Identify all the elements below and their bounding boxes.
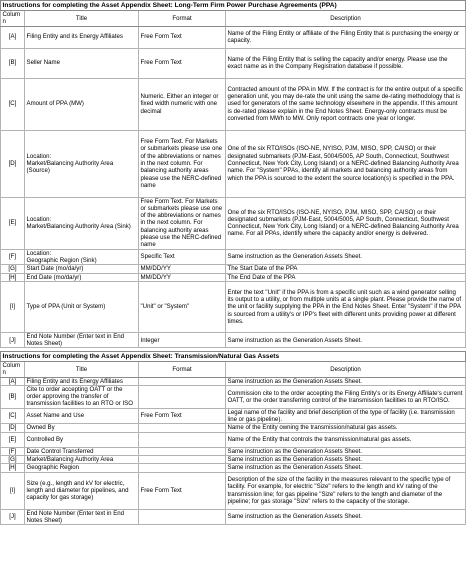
row-column-id: [D] bbox=[1, 424, 25, 432]
table-row bbox=[1, 265, 466, 273]
row-description: Same instruction as the Generation Assets Sheet. bbox=[226, 249, 466, 265]
row-column-id: [J] bbox=[1, 509, 25, 525]
row-column-id: [B] bbox=[1, 48, 25, 78]
row-description: Same instruction as the Generation Assets Sheet. bbox=[226, 455, 466, 463]
row-title: Location: Geographic Region (Sink) bbox=[25, 249, 139, 265]
row-column-id: [D] bbox=[1, 130, 25, 197]
row-title: Location: Market/Balancing Authority Area (Source) bbox=[25, 130, 139, 197]
row-description: Description of the size of the facility in the measures relevant to the specific type of facility. For example, for electric "Size" refers to the length and kV rating of the transmission line; for gas pipeline "Size" refers to the length and diameter of the pipeline; for gas storage "Size" refers to the capacity of the storage. bbox=[226, 472, 466, 509]
table-row bbox=[1, 509, 466, 525]
format-header: Format bbox=[139, 11, 226, 27]
row-column-id: [I] bbox=[1, 281, 25, 332]
row-description: Same instruction as the Generation Assets Sheet. bbox=[226, 464, 466, 472]
row-description: Name of the Filing Entity that is selling the capacity and/or energy. Please use the exact name as in the Company Registration database if possible. bbox=[226, 48, 466, 78]
row-title: Geographic Region bbox=[25, 464, 139, 472]
row-format: Free Form Text bbox=[139, 48, 226, 78]
table-row bbox=[1, 26, 466, 48]
row-description: Name of the Entity that controls the transmission/natural gas assets. bbox=[226, 432, 466, 447]
table-row bbox=[1, 273, 466, 281]
table-row bbox=[1, 408, 466, 424]
row-format: Numeric. Either an integer or fixed width numeric with one decimal bbox=[139, 78, 226, 130]
row-format bbox=[139, 455, 226, 463]
table-row bbox=[1, 332, 466, 348]
row-column-id: [C] bbox=[1, 78, 25, 130]
row-title: Start Date (mo/da/yr) bbox=[25, 265, 139, 273]
row-description: Name of the Filing Entity or affiliate of the Filing Entity that is purchasing the energy or capacity. bbox=[226, 26, 466, 48]
row-column-id: [G] bbox=[1, 265, 25, 273]
row-format: "Unit" or "System" bbox=[139, 281, 226, 332]
description-header: Description bbox=[226, 362, 466, 378]
row-description: The End Date of the PPA bbox=[226, 273, 466, 281]
table-row bbox=[1, 249, 466, 265]
row-title: Location: Market/Balancing Authority Area (Sink) bbox=[25, 197, 139, 249]
row-column-id: [I] bbox=[1, 472, 25, 509]
table-row bbox=[1, 447, 466, 455]
row-description: Contracted amount of the PPA in MW. If the contract is for the entire output of a specific generation unit, you may de-rate the unit using the same de-rating methodology that is used for generators of the same technology elsewhere in the appendix. If this amount is de-rated please explain in the End Notes Sheet. Energy-only contracts must be converted from MWh to MW. Only report contracts one year or longer. bbox=[226, 78, 466, 130]
ppa-table-title: Instructions for completing the Asset Appendix Sheet: Long-Term Firm Power Purchase Agreements (PPA) bbox=[1, 1, 466, 11]
row-description: The Start Date of the PPA bbox=[226, 265, 466, 273]
row-format: MM/DD/YY bbox=[139, 265, 226, 273]
row-format: Integer bbox=[139, 332, 226, 348]
table-row bbox=[1, 377, 466, 385]
row-column-id: [H] bbox=[1, 273, 25, 281]
transmission-table-title: Instructions for completing the Asset Appendix Sheet: Transmission/Natural Gas Assets bbox=[1, 352, 466, 362]
table-row bbox=[1, 130, 466, 197]
row-description: Same instruction as the Generation Assets Sheet. bbox=[226, 447, 466, 455]
row-title: Cite to order accepting OATT or the order approving the transfer of transmission facilities to an RTO or ISO bbox=[25, 385, 139, 408]
row-title: Controlled By bbox=[25, 432, 139, 447]
row-description: Enter the text "Unit" if the PPA is from a specific unit such as a wind generator selling its output to a utility, or from multiple units at a single plant. Please provide the name of the unit or facility supplying the PPA in the End Notes Sheet. Enter "System" if the PPA is sourced from a utility's or IPP's fleet with different units providing power at different times. bbox=[226, 281, 466, 332]
row-description: Same instruction as the Generation Assets Sheet. bbox=[226, 332, 466, 348]
row-title: Filing Entity and its Energy Affiliates bbox=[25, 377, 139, 385]
row-format: Free Form Text bbox=[139, 26, 226, 48]
row-description: Legal name of the facility and brief description of the type of facility (i.e. transmission line or gas pipeline). bbox=[226, 408, 466, 424]
title-header: Title bbox=[25, 11, 139, 27]
row-column-id: [E] bbox=[1, 432, 25, 447]
column-header: Column bbox=[1, 11, 25, 27]
row-format: Free Form Text bbox=[139, 408, 226, 424]
row-title: End Date (mo/da/yr) bbox=[25, 273, 139, 281]
table-row bbox=[1, 385, 466, 408]
row-title: Size (e.g., length and kV for electric, length and diameter for pipelines, and capacity for gas storage) bbox=[25, 472, 139, 509]
row-format: Free Form Text bbox=[139, 472, 226, 509]
column-header: Column bbox=[1, 362, 25, 378]
row-format bbox=[139, 432, 226, 447]
row-title: Owned By bbox=[25, 424, 139, 432]
row-format bbox=[139, 447, 226, 455]
row-format: MM/DD/YY bbox=[139, 273, 226, 281]
table-row bbox=[1, 281, 466, 332]
description-header: Description bbox=[226, 11, 466, 27]
row-column-id: [J] bbox=[1, 332, 25, 348]
row-description: Commission cite to the order accepting the Filing Entity's or its Energy Affiliate's current OATT, or the order transferring control of the transmission facilities to an RTO/ISO. bbox=[226, 385, 466, 408]
row-format: Free Form Text. For Markets or submarkets please use one of the abbreviations or names in the next column. For balancing authority areas please use the NERC-defined name bbox=[139, 197, 226, 249]
row-column-id: [A] bbox=[1, 26, 25, 48]
row-title: Market/Balancing Authority Area bbox=[25, 455, 139, 463]
row-column-id: [A] bbox=[1, 377, 25, 385]
transmission-instructions-table bbox=[0, 351, 466, 525]
row-column-id: [G] bbox=[1, 455, 25, 463]
row-title: Date Control Transferred bbox=[25, 447, 139, 455]
row-column-id: [F] bbox=[1, 447, 25, 455]
row-title: End Note Number (Enter text in End Notes Sheet) bbox=[25, 509, 139, 525]
row-title: Filing Entity and its Energy Affiliates bbox=[25, 26, 139, 48]
row-column-id: [B] bbox=[1, 385, 25, 408]
row-description: Same instruction as the Generation Assets Sheet. bbox=[226, 377, 466, 385]
table-row bbox=[1, 424, 466, 432]
row-title: End Note Number (Enter text in End Notes Sheet) bbox=[25, 332, 139, 348]
row-format bbox=[139, 424, 226, 432]
row-format bbox=[139, 377, 226, 385]
format-header: Format bbox=[139, 362, 226, 378]
row-description: Name of the Entity owning the transmission/natural gas assets. bbox=[226, 424, 466, 432]
row-column-id: [E] bbox=[1, 197, 25, 249]
table-row bbox=[1, 197, 466, 249]
row-column-id: [C] bbox=[1, 408, 25, 424]
table-row bbox=[1, 472, 466, 509]
row-description: Same instruction as the Generation Assets Sheet. bbox=[226, 509, 466, 525]
row-title: Type of PPA (Unit or System) bbox=[25, 281, 139, 332]
row-title: Asset Name and Use bbox=[25, 408, 139, 424]
row-format bbox=[139, 509, 226, 525]
table-row bbox=[1, 48, 466, 78]
row-title: Amount of PPA (MW) bbox=[25, 78, 139, 130]
row-column-id: [F] bbox=[1, 249, 25, 265]
row-format bbox=[139, 464, 226, 472]
table-row bbox=[1, 455, 466, 463]
table-row bbox=[1, 432, 466, 447]
row-description: One of the six RTO/ISOs (ISO-NE, NYISO, PJM, MISO, SPP, CAISO) or their designated submarkets (PJM-East, 5004/5005, AP South, Connecticut, Southwest Connecticut, New York City, Long Island) or a NERC-defined Balancing Authority Area name. For all PPAs, identify where the capacity and/or energy is delivered. bbox=[226, 197, 466, 249]
row-description: One of the six RTO/ISOs (ISO-NE, NYISO, PJM, MISO, SPP, CAISO) or their designated submarkets (PJM-East, 5004/5005, AP South, Connecticut, Southwest Connecticut, New York City, Long Island) or a NERC-defined Balancing Authority Area name. For "System" PPAs, identify all markets and balancing authority areas from which the PPA is sourced to the extent the source location(s) is specified in the PPA. bbox=[226, 130, 466, 197]
row-format bbox=[139, 385, 226, 408]
row-title: Seller Name bbox=[25, 48, 139, 78]
title-header: Title bbox=[25, 362, 139, 378]
row-column-id: [H] bbox=[1, 464, 25, 472]
table-row bbox=[1, 464, 466, 472]
row-format: Free Form Text. For Markets or submarkets please use one of the abbreviations or names in the next column. For balancing authority areas please use the NERC-defined name bbox=[139, 130, 226, 197]
row-format: Specific Text bbox=[139, 249, 226, 265]
table-row bbox=[1, 78, 466, 130]
